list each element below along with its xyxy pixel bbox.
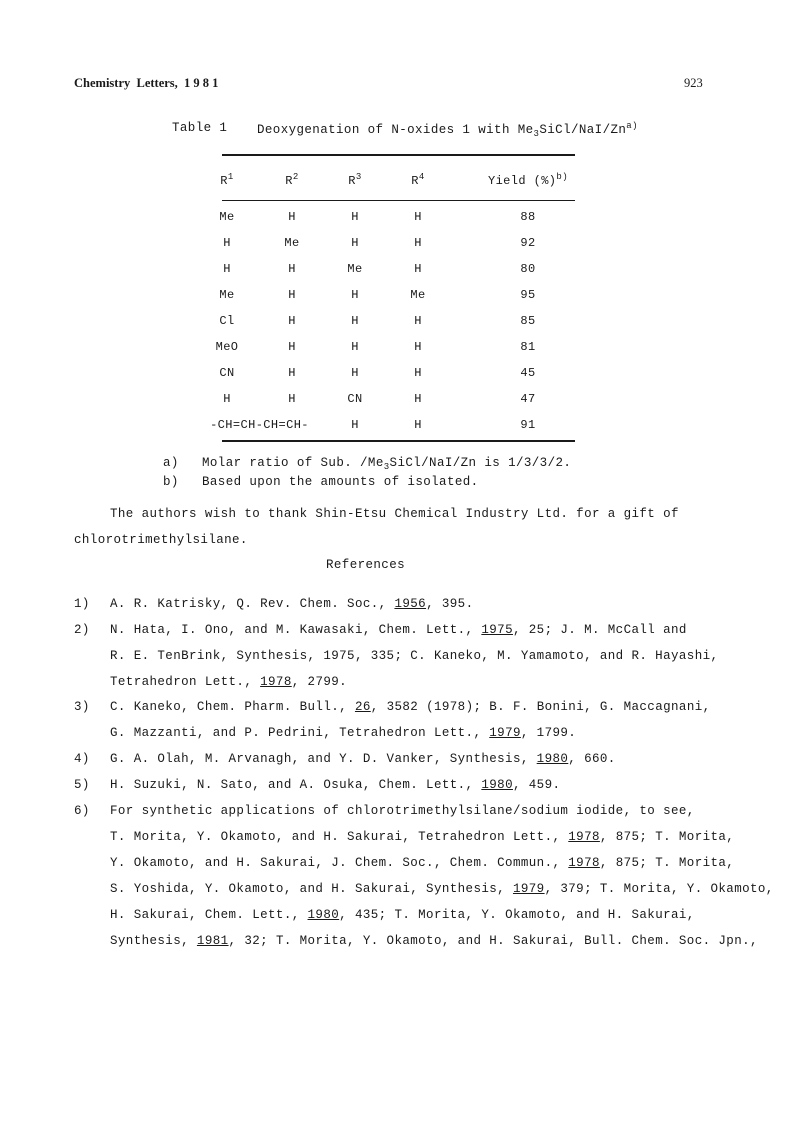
reference-line: A. R. Katrisky, Q. Rev. Chem. Soc., 1956, 395. <box>110 597 474 611</box>
table-caption: Deoxygenation of N-oxides 1 with $Me_3SiCl/NaI/Zn^{a)}$ <box>257 121 638 139</box>
table-cell-r7-c3: H <box>351 366 359 380</box>
footnote-b-label: b) <box>163 475 179 489</box>
table-top-rule <box>222 154 575 156</box>
table-cell-r1-c4: H <box>414 210 422 224</box>
table-cell-r6-c5: 81 <box>520 340 536 354</box>
reference-line: Synthesis, 1981, 32; T. Morita, Y. Okamoto, and H. Sakurai, Bull. Chem. Soc. Jpn., <box>110 934 758 948</box>
footnote-a-label: a) <box>163 456 179 470</box>
table-caption-label: Table 1 <box>172 121 228 135</box>
reference-volume-year: 1979 <box>512 882 545 896</box>
column-header-5: Yield (%)$^{b)}$ <box>487 172 569 188</box>
column-header-4: $R^4$ <box>411 172 425 188</box>
reference-number: 5) <box>74 778 90 792</box>
table-cell-r6-c4: H <box>414 340 422 354</box>
table-cell-r6-c1: MeO <box>215 340 239 354</box>
reference-volume-year: 1981 <box>196 934 229 948</box>
reference-volume-year: 1980 <box>307 908 340 922</box>
table-cell-r1-c5: 88 <box>520 210 536 224</box>
table-cell-r8-c4: H <box>414 392 422 406</box>
table-cell-r9-c5: 91 <box>520 418 536 432</box>
table-cell-r8-c5: 47 <box>520 392 536 406</box>
table-cell-r2-c3: H <box>351 236 359 250</box>
reference-volume-year: 1978 <box>568 830 600 844</box>
reference-line: G. A. Olah, M. Arvanagh, and Y. D. Vanker, Synthesis, 1980, 660. <box>110 752 616 766</box>
reference-volume-year: 1978 <box>260 675 292 689</box>
journal-header: Chemistry Letters, 1 9 8 1 <box>74 76 219 90</box>
footnote-a-text: Molar ratio of Sub. $/Me_3SiCl/NaI/Zn$ is 1/3/3/2. <box>202 456 572 472</box>
table-cell-r9-c3: H <box>351 418 359 432</box>
reference-volume-year: 26 <box>354 700 371 714</box>
table-cell-r8-c1: H <box>223 392 231 406</box>
reference-volume-year: 1975 <box>481 623 513 637</box>
table-cell-r6-c3: H <box>351 340 359 354</box>
table-cell-r9-c4: H <box>414 418 422 432</box>
table-cell-r3-c4: H <box>414 262 422 276</box>
table-cell-r8-c3: CN <box>347 392 363 406</box>
reference-number: 1) <box>74 597 90 611</box>
column-header-3: $R^3$ <box>348 172 362 188</box>
table-cell-r7-c1: CN <box>219 366 235 380</box>
reference-number: 2) <box>74 623 90 637</box>
reference-line: N. Hata, I. Ono, and M. Kawasaki, Chem. Lett., 1975, 25; J. M. McCall and <box>110 623 687 637</box>
table-cell-r9-c1: -CH=CH-CH=CH- <box>210 418 309 432</box>
table-cell-r2-c5: 92 <box>520 236 536 250</box>
table-cell-r1-c3: H <box>351 210 359 224</box>
reference-line: For synthetic applications of chlorotrimethylsilane/sodium iodide, to see, <box>110 804 695 818</box>
table-cell-r4-c1: Me <box>219 288 235 302</box>
acknowledgement-line-2: chlorotrimethylsilane. <box>74 533 248 547</box>
table-bottom-rule <box>222 440 575 442</box>
reference-line: T. Morita, Y. Okamoto, and H. Sakurai, Tetrahedron Lett., 1978, 875; T. Morita, <box>110 830 735 844</box>
reference-volume-year: 1980 <box>536 752 569 766</box>
table-cell-r3-c5: 80 <box>520 262 536 276</box>
table-cell-r3-c1: H <box>223 262 231 276</box>
reference-line: Y. Okamoto, and H. Sakurai, J. Chem. Soc., Chem. Commun., 1978, 875; T. Morita, <box>110 856 735 870</box>
reference-number: 6) <box>74 804 90 818</box>
table-cell-r6-c2: H <box>288 340 296 354</box>
table-header-rule <box>222 200 575 201</box>
table-cell-r3-c3: Me <box>347 262 363 276</box>
footnote-b-text: Based upon the amounts of isolated. <box>202 475 479 489</box>
reference-volume-year: 1979 <box>489 726 521 740</box>
reference-number: 3) <box>74 700 90 714</box>
table-cell-r4-c2: H <box>288 288 296 302</box>
reference-line: H. Suzuki, N. Sato, and A. Osuka, Chem. Lett., 1980, 459. <box>110 778 561 792</box>
table-cell-r5-c3: H <box>351 314 359 328</box>
column-header-1: $R^1$ <box>220 172 234 188</box>
reference-number: 4) <box>74 752 90 766</box>
reference-line: S. Yoshida, Y. Okamoto, and H. Sakurai, Synthesis, 1979, 379; T. Morita, Y. Okamoto, <box>110 882 774 896</box>
table-cell-r7-c2: H <box>288 366 296 380</box>
table-cell-r1-c1: Me <box>219 210 235 224</box>
table-cell-r5-c2: H <box>288 314 296 328</box>
table-cell-r5-c5: 85 <box>520 314 536 328</box>
table-cell-r5-c4: H <box>414 314 422 328</box>
references-heading: References <box>326 558 406 572</box>
table-cell-r5-c1: Cl <box>219 314 235 328</box>
acknowledgement-line-1: The authors wish to thank Shin-Etsu Chemical Industry Ltd. for a gift of <box>110 507 679 521</box>
table-cell-r7-c5: 45 <box>520 366 536 380</box>
table-cell-r2-c4: H <box>414 236 422 250</box>
table-cell-r1-c2: H <box>288 210 296 224</box>
table-cell-r8-c2: H <box>288 392 296 406</box>
reference-volume-year: 1978 <box>568 856 600 870</box>
reference-line: G. Mazzanti, and P. Pedrini, Tetrahedron Lett., 1979, 1799. <box>110 726 577 740</box>
table-cell-r4-c4: Me <box>410 288 426 302</box>
reference-line: Tetrahedron Lett., 1978, 2799. <box>110 675 348 689</box>
reference-line: R. E. TenBrink, Synthesis, 1975, 335; C. Kaneko, M. Yamamoto, and R. Hayashi, <box>110 649 719 663</box>
table-cell-r7-c4: H <box>414 366 422 380</box>
reference-line: H. Sakurai, Chem. Lett., 1980, 435; T. Morita, Y. Okamoto, and H. Sakurai, <box>110 908 695 922</box>
table-cell-r4-c5: 95 <box>520 288 536 302</box>
table-cell-r3-c2: H <box>288 262 296 276</box>
reference-volume-year: 1980 <box>481 778 513 792</box>
table-cell-r2-c1: H <box>223 236 231 250</box>
table-cell-r2-c2: Me <box>284 236 300 250</box>
column-header-2: $R^2$ <box>285 172 299 188</box>
table-cell-r4-c3: H <box>351 288 359 302</box>
page-number: 923 <box>684 76 703 90</box>
reference-line: C. Kaneko, Chem. Pharm. Bull., 26, 3582 (1978); B. F. Bonini, G. Maccagnani, <box>110 700 711 714</box>
reference-volume-year: 1956 <box>394 597 427 611</box>
